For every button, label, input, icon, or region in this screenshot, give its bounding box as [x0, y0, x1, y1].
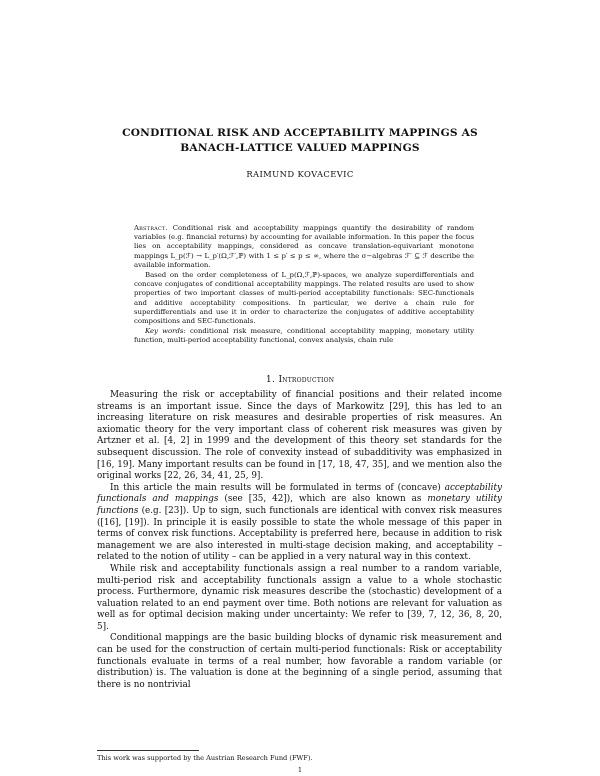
- abstract-label: Abstract.: [134, 224, 168, 232]
- p2-text-a: In this article the main results will be formulated in terms of (concave): [110, 482, 445, 493]
- body-paragraph-2: [97, 483, 502, 564]
- paper-title: [60, 126, 540, 156]
- author-name: RAIMUND KOVACEVIC: [246, 169, 354, 179]
- page-number: 1: [297, 766, 303, 774]
- section-number: 1.: [265, 374, 276, 385]
- body-paragraph-1: Measuring the risk or acceptability of financial positions and their related income streams is an important issue. Since the days of Markowitz [29], this has led to an increasing literature on risk measures and desirable properties of risk measures. An axiomatic theory for the very important class of coherent risk measures was given by Artzner et al. [4, 2] in 1999 and the development of this theory set standards for the subsequent discussion. The role of convexity instead of subadditivity was emphasized in [16, 19]. Many important results can be found in [17, 18, 47, 35], and we mention also the original works [22, 26, 34, 41, 25, 9].: [97, 390, 502, 482]
- body-paragraph-4: Conditional mappings are the basic building blocks of dynamic risk measurement and can be used for the construction of certain multi-period functionals: Risk or acceptability functionals evaluate in terms of a real number, how favorable a random variable (or distribution) is. The valuation is done at the beginning of a single period, assuming that there is no nontrivial: [97, 633, 502, 690]
- keywords-paragraph: [134, 327, 474, 345]
- keywords-text: conditional risk measure, conditional acceptability mapping, monetary utility function, multi-period acceptability functional, convex analysis, chain rule: [134, 327, 474, 345]
- title-line-1: CONDITIONAL RISK AND ACCEPTABILITY MAPPINGS AS: [122, 127, 478, 139]
- body-paragraph-3: While risk and acceptability functionals assign a real number to a random variable, multi-period risk and acceptability functionals assign a value to a whole stochastic process. Furthermore, dynamic risk measures describe the (stochastic) development of a valuation related to an end payment over time. Both notions are relevant for valuation as well as for optimal decision making under uncertainty: We refer to [39, 7, 12, 36, 8, 20, 5].: [97, 563, 502, 632]
- abstract-paragraph-1: [134, 224, 474, 270]
- p2-emphasis-1: acceptability functionals and mappings: [97, 482, 502, 505]
- abstract-paragraph-2: Based on the order completeness of L_p(Ω,ℱ,ℙ)-spaces, we analyze superdifferentials and concave conjugates of conditional acceptability mappings. The related results are used to show properties of two important classes of multi-period acceptability functionals: SEC-functionals and additive acceptability compositions. In particular, we derive a chain rule for superdifferentials and use it in order to characterize the conjugates of additive acceptability compositions and SEC-functionals.: [134, 271, 474, 326]
- p2-text-b: (see [35, 42]), which are also known as: [218, 494, 428, 505]
- p2-text-c: (e.g. [23]). Up to sign, such functionals are identical with convex risk measures ([16], [19]). In principle it is easily possible to state the whole message of this paper in terms of convex risk functions. Acceptability is preferred here, because in addition to risk management we are also interested in multi-stage decision making, and acceptability – related to the notion of utility – can be applied in a very natural way in this context.: [97, 505, 502, 563]
- body-text: [97, 390, 502, 691]
- section-title: Introduction: [278, 374, 335, 385]
- keywords-label: Key words:: [145, 327, 186, 336]
- title-line-2: BANACH-LATTICE VALUED MAPPINGS: [180, 142, 420, 154]
- abstract: [134, 224, 474, 346]
- footnote-rule: [97, 750, 199, 751]
- p2-emphasis-2: monetary utility functions: [97, 494, 502, 516]
- abstract-text-1: Conditional risk and acceptability mappings quantify the desirability of random variables (e.g. financial returns) by accounting for available information. In this paper the focus lies on acceptability mappings, considered as concave translation-equivariant monotone mappings L_p(ℱ) → L_p′(Ω,ℱ′,ℙ) with 1 ≤ p′ ≤ p ≤ ∞, where the σ−algebras ℱ′ ⊆ ℱ describe the available information.: [134, 224, 474, 269]
- section-heading: [60, 374, 540, 385]
- footnote: This work was supported by the Austrian Research Fund (FWF).: [97, 754, 313, 762]
